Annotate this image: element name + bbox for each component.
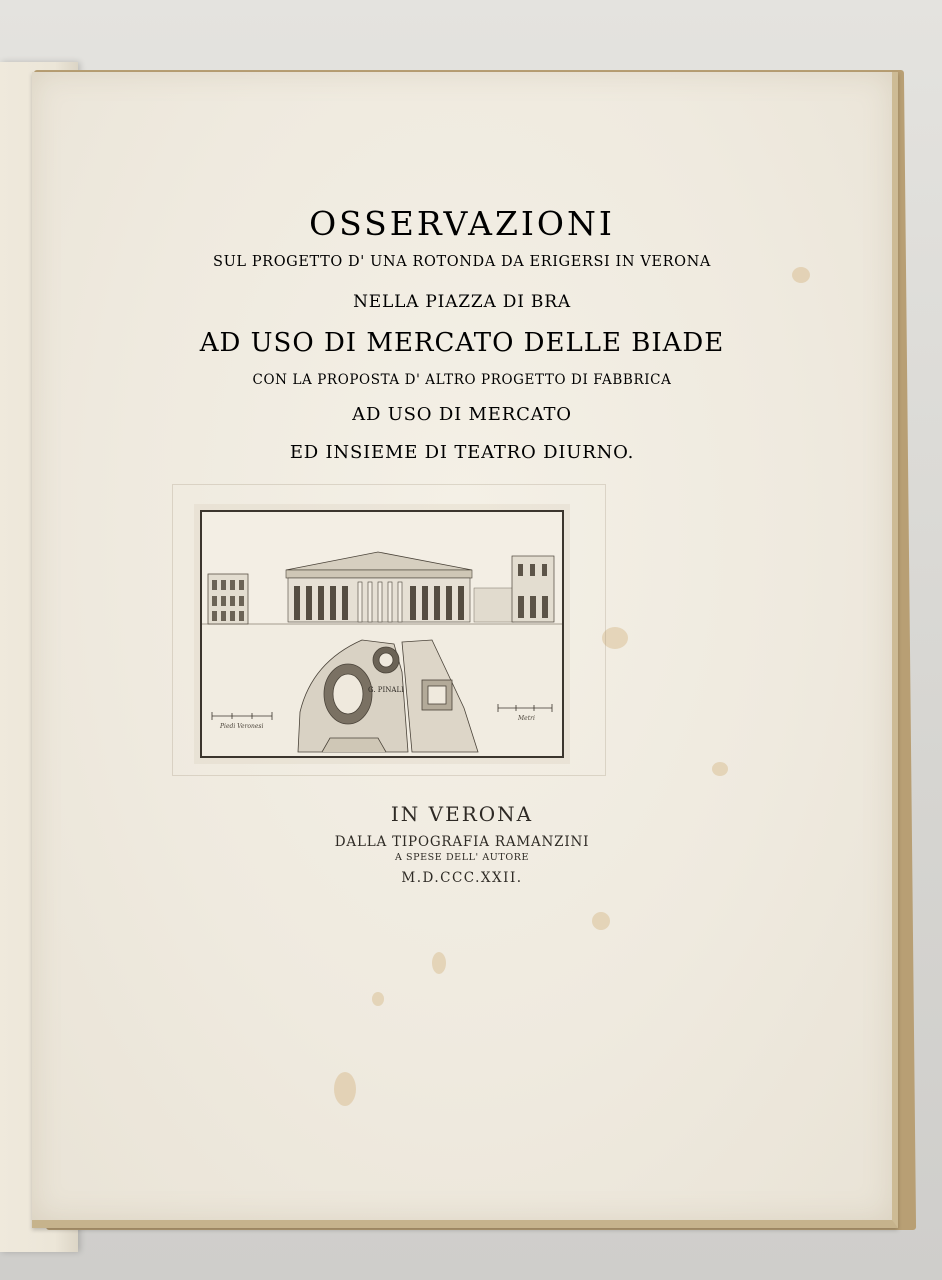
plan-label: G. PINALI (368, 686, 404, 694)
title-line-5: CON LA PROPOSTA D' ALTRO PROGETTO DI FABBRICA (252, 372, 672, 388)
imprint-printer: DALLA TIPOGRAFIA RAMANZINI (334, 834, 590, 850)
engraving-illustration (200, 510, 564, 758)
title-line-4: AD USO DI MERCATO DELLE BIADE (199, 328, 725, 358)
imprint-expense: A SPESE DELL' AUTORE (394, 852, 530, 863)
title-page (32, 72, 898, 1228)
foxing-spot (432, 952, 446, 974)
title-line-2: SUL PROGETTO D' UNA ROTONDA DA ERIGERSI IN VERONA (213, 254, 711, 270)
imprint-city: IN VERONA (390, 802, 534, 826)
title-line-7: ED INSIEME DI TEATRO DIURNO. (289, 442, 635, 463)
foxing-spot (372, 992, 384, 1006)
scale-left-label: Piedi Veronesi (220, 723, 264, 730)
arena-elevation (208, 574, 248, 624)
title-line-6: AD USO DI MERCATO (352, 404, 572, 425)
foxing-spot (592, 912, 610, 930)
imprint-year: M.D.CCC.XXII. (401, 870, 523, 886)
foxing-spot (334, 1072, 356, 1106)
site-plan (298, 640, 478, 752)
scale-right-label: Metri (518, 715, 535, 722)
engraving-drawing (202, 512, 562, 756)
title-main: OSSERVAZIONI (309, 204, 615, 243)
foxing-spot (712, 762, 728, 776)
title-line-3: NELLA PIAZZA DI BRA (353, 292, 571, 312)
